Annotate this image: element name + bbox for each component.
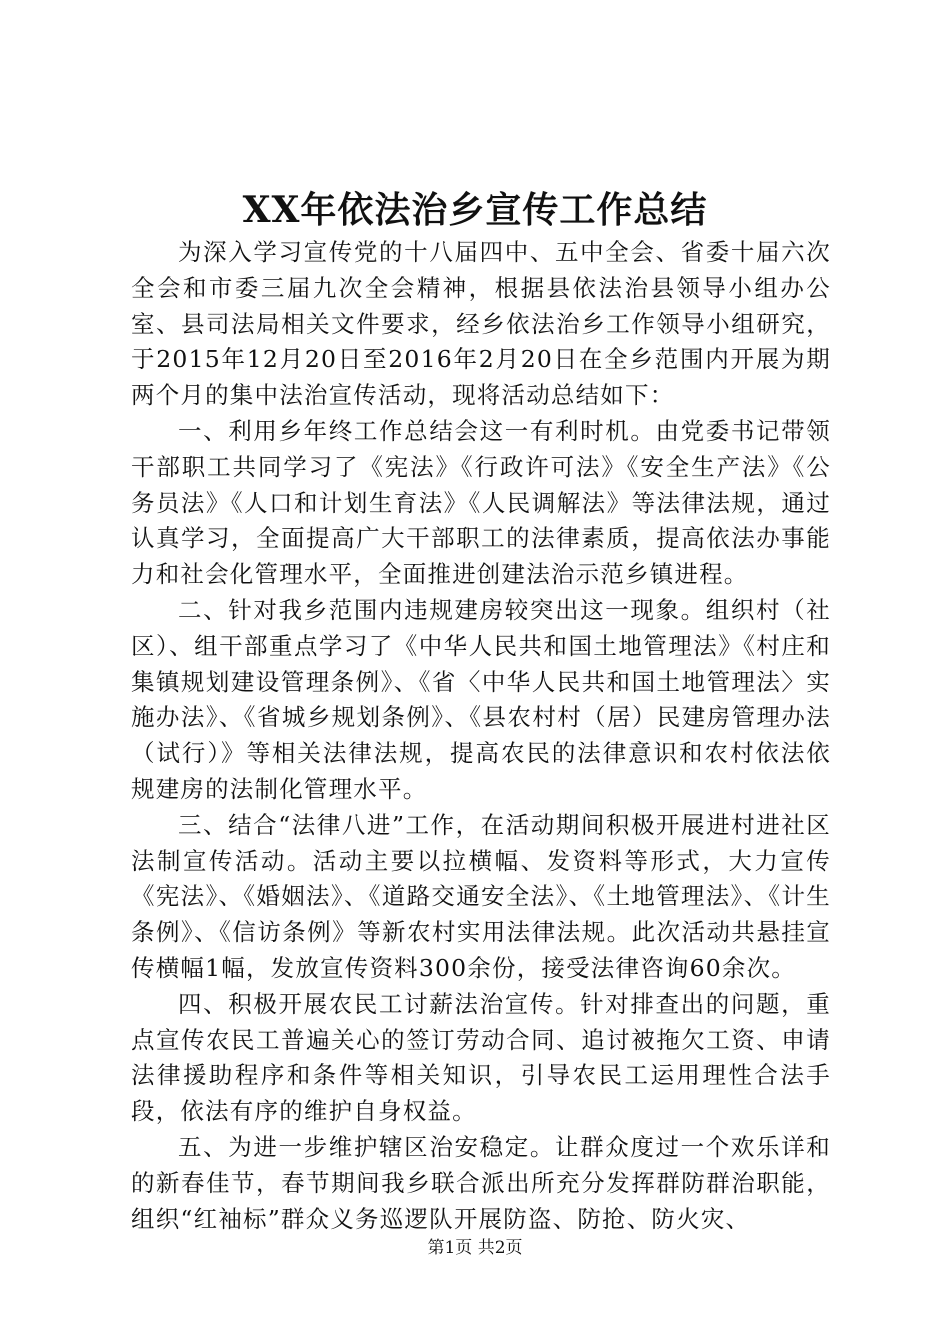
paragraph-intro: 为深入学习宣传党的十八届四中、五中全会、省委十届六次全会和市委三届九次全会精神，根据县依法治县领导小组办公室、县司法局相关文件要求，经乡依法治乡工作领导小组研究，于2015年12月20日至2016年2月20日在全乡范围内开展为期两个月的集中法治宣传活动，现将活动总结如下：	[131, 238, 831, 410]
paragraph-section-3: 三、结合“法律八进”工作，在活动期间积极开展进村进社区法制宣传活动。活动主要以拉横幅、发资料等形式，大力宣传《宪法》、《婚姻法》、《道路交通安全法》、《土地管理法》、《计生条例》、《信访条例》等新农村实用法律法规。此次活动共悬挂宣传横幅1幅，发放宣传资料300余份，接受法律咨询60余次。	[131, 810, 831, 982]
document-title: XX年依法治乡宣传工作总结	[242, 189, 708, 231]
paragraph-section-1: 一、利用乡年终工作总结会这一有利时机。由党委书记带领干部职工共同学习了《宪法》《行政许可法》《安全生产法》《公务员法》《人口和计划生育法》《人民调解法》等法律法规，通过认真学习，全面提高广大干部职工的法律素质，提高依法办事能力和社会化管理水平，全面推进创建法治示范乡镇进程。	[131, 416, 831, 589]
paragraph-section-5: 五、为进一步维护辖区治安稳定。让群众度过一个欢乐详和的新春佳节，春节期间我乡联合派出所充分发挥群防群治职能，组织“红袖标”群众义务巡逻队开展防盗、防抢、防火灾、	[131, 1132, 831, 1233]
paragraph-section-4: 四、积极开展农民工讨薪法治宣传。针对排查出的问题，重点宣传农民工普遍关心的签订劳动合同、追讨被拖欠工资、申请法律援助程序和条件等相关知识，引导农民工运用理性合法手段，依法有序的维护自身权益。	[131, 989, 831, 1126]
page-number-footer: 第1页 共2页	[427, 1238, 523, 1258]
document-body	[131, 235, 831, 1237]
paragraph-section-2: 二、针对我乡范围内违规建房较突出这一现象。组织村（社区）、组干部重点学习了《中华人民共和国土地管理法》《村庄和集镇规划建设管理条例》、《省〈中华人民共和国土地管理法〉实施办法》、《省城乡规划条例》、《县农村村（居）民建房管理办法（试行）》等相关法律法规，提高农民的法律意识和农村依法依规建房的法制化管理水平。	[131, 595, 831, 803]
